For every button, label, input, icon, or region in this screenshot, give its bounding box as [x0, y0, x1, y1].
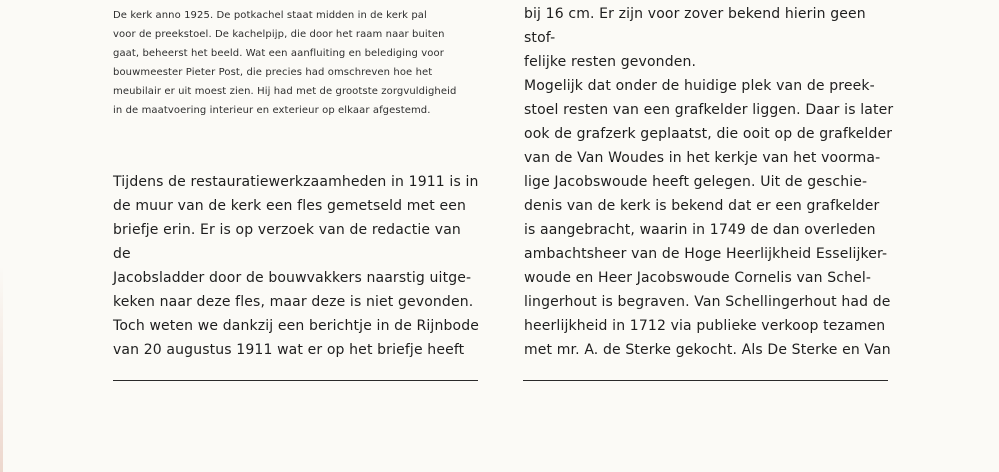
left-body-text: Tijdens de restauratiewerkzaamheden in 1911 is in de muur van de kerk een fles gemetseld met een briefje erin. Er is op verzoek van de redactie van de Jacobsladder door de bouwvakkers naarstig uitge- keken naar deze fles, maar deze is niet gevonden. Toch weten we dankzij een berichtje in de Rijnbode van 20 augustus 1911 wat er op het briefje heeft [113, 174, 479, 358]
right-body-text: bij 16 cm. Er zijn voor zover bekend hierin geen stof- felijke resten gevonden. Mogelijk dat onder de huidige plek van de preek- stoel resten van een grafkelder liggen. Daar is later ook de grafzerk geplaatst, die ooit op de grafkelder van de Van Woudes in het kerkje van het voorma- lige Jacobswoude heeft gelegen. Uit de geschie- denis van de kerk is bekend dat er een grafkelder is aangebracht, waarin in 1749 de dan overleden ambachtsheer van de Hoge Heerlijkheid Esselijker- woude en Heer Jacobswoude Cornelis van Schel- lingerhout is begraven. Van Schellingerhout had de heerlijkheid in 1712 via publieke verkoop tezamen met mr. A. de Sterke gekocht. Als De Sterke en Van [524, 6, 894, 358]
right-footer-rule [523, 380, 888, 381]
photo-caption: De kerk anno 1925. De potkachel staat midden in de kerk pal voor de preekstoel. De kachelpijp, die door het raam naar buiten gaat, beheerst het beeld. Wat een aanfluiting en belediging voor bouwmeester Pieter Post, die precies had omschreven hoe het meubilair er uit moest zien. Hij had met de grootste zorgvuldigheid in de maatvoering interieur en exterieur op elkaar afgestemd. [113, 10, 457, 116]
page-edge-strip [0, 265, 3, 472]
left-footer-rule [113, 380, 478, 381]
